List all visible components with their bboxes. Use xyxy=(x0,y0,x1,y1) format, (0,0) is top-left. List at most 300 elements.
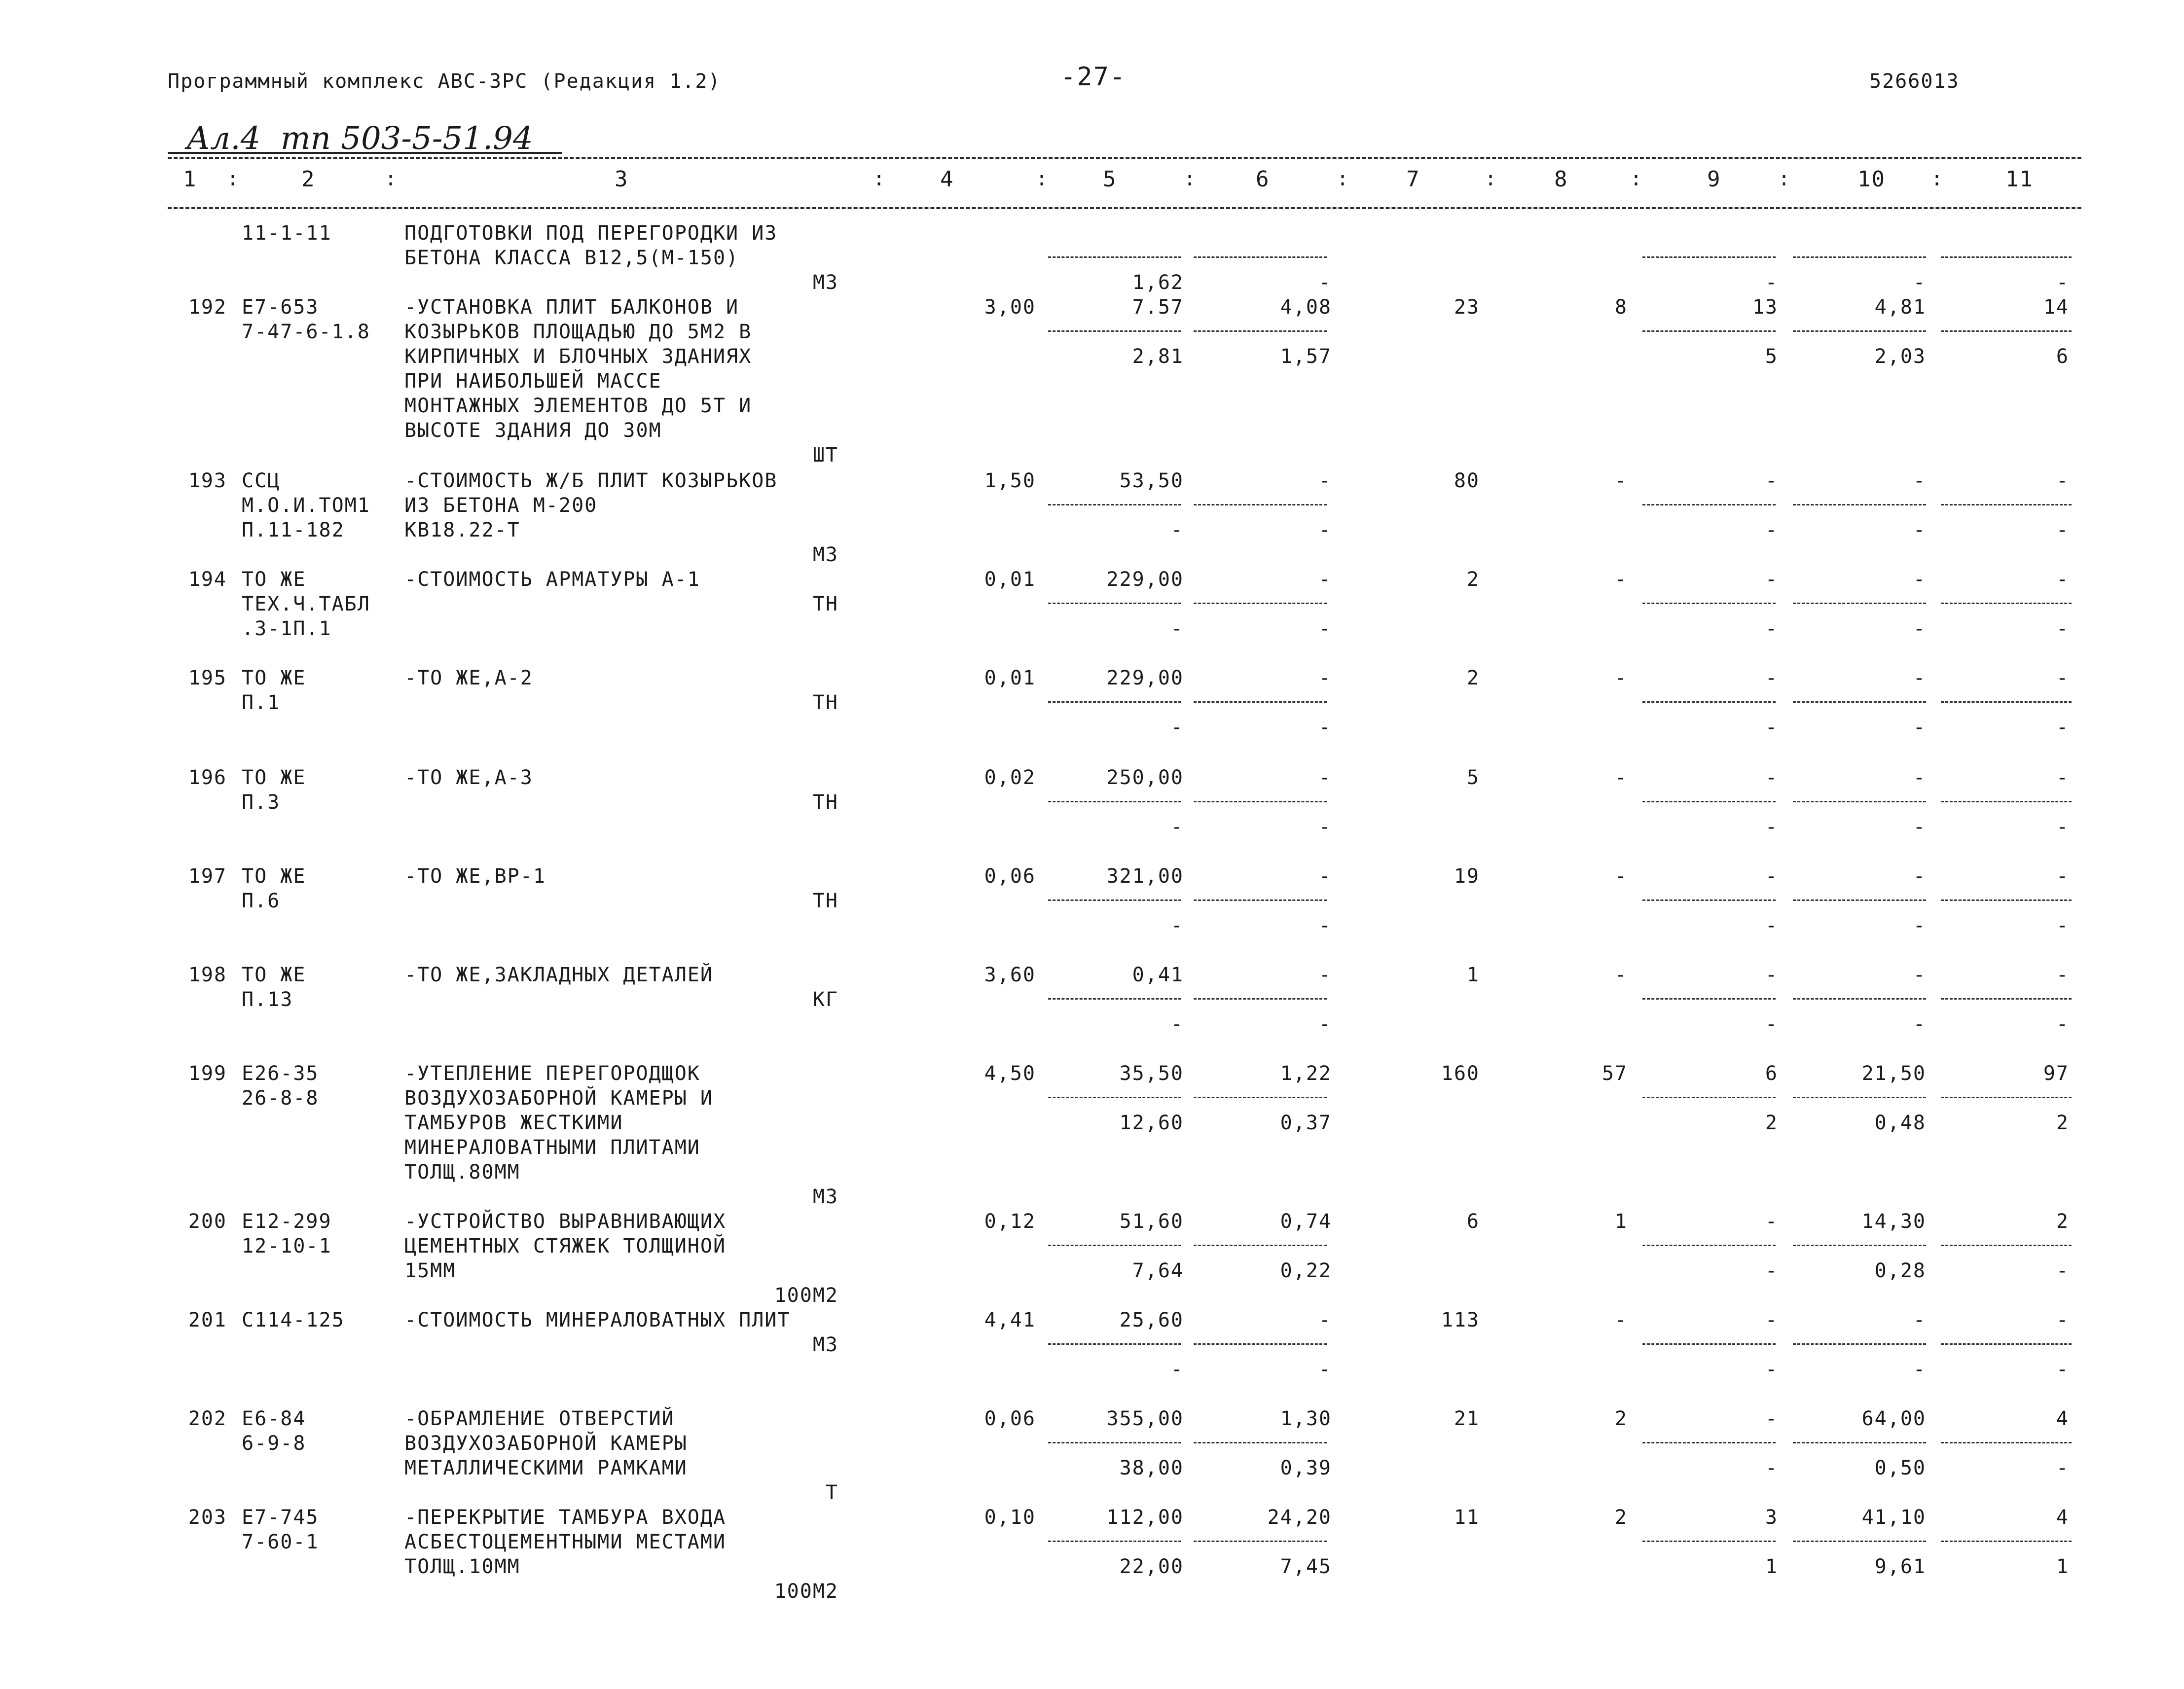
fraction-rule xyxy=(1048,1097,1181,1098)
cell-c5-bottom: 2,81 xyxy=(1132,345,1184,368)
cell-col8: 57 xyxy=(1602,1062,1628,1085)
row-description: ТАМБУРОВ ЖЕСТКИМИ xyxy=(404,1112,623,1134)
cell-c11-top: 2 xyxy=(2056,1210,2069,1233)
row-unit: ТН xyxy=(812,791,838,814)
cell-c6-bottom: 0,37 xyxy=(1280,1112,1332,1134)
fraction-rule xyxy=(1048,998,1181,1000)
row-code: ТО ЖЕ xyxy=(242,766,306,789)
cell-c11-top: - xyxy=(2056,1309,2069,1331)
row-description: -СТОИМОСТЬ АРМАТУРЫ А-1 xyxy=(404,568,700,591)
cell-c11-bottom: 2 xyxy=(2056,1112,2069,1134)
cell-col4: 0,01 xyxy=(984,667,1036,689)
row-code: ТЕХ.Ч.ТАБЛ xyxy=(242,593,370,615)
row-code: ССЦ xyxy=(242,469,281,492)
row-unit: ТН xyxy=(812,691,838,714)
fraction-rule xyxy=(1194,1541,1327,1542)
fraction-rule xyxy=(1793,998,1926,1000)
cell-c10-bottom: 9,61 xyxy=(1874,1555,1926,1578)
cell-c5-bottom: 38,00 xyxy=(1119,1457,1184,1479)
column-number: 10 xyxy=(1857,167,1886,192)
cell-c11-bottom: - xyxy=(2056,716,2069,739)
cell-c10-bottom: 0,28 xyxy=(1874,1259,1926,1282)
row-number: 202 xyxy=(188,1407,227,1430)
cell-c9-bottom: 2 xyxy=(1765,1112,1778,1134)
fraction-rule xyxy=(1194,330,1327,332)
row-description: ПОДГОТОВКИ ПОД ПЕРЕГОРОДКИ ИЗ xyxy=(404,222,778,245)
cell-c10-top: 14,30 xyxy=(1861,1210,1926,1233)
cell-c10-top: - xyxy=(1913,766,1926,789)
cell-c11-bottom: - xyxy=(2056,1358,2069,1381)
column-number: 9 xyxy=(1707,167,1721,192)
document-code: 5266013 xyxy=(1869,70,1960,93)
fraction-rule xyxy=(1194,1097,1327,1098)
cell-c9-top: 13 xyxy=(1752,296,1778,319)
fraction-rule xyxy=(1194,256,1327,258)
cell-col7: 80 xyxy=(1454,469,1480,492)
cell-c11-top: 14 xyxy=(2043,296,2069,319)
row-code: С114-125 xyxy=(242,1309,345,1331)
cell-c9-top: 6 xyxy=(1765,1062,1778,1085)
fraction-rule xyxy=(1194,1245,1327,1246)
cell-col7: 23 xyxy=(1454,296,1480,319)
fraction-rule xyxy=(1048,504,1181,505)
cell-c10-bottom: - xyxy=(1913,716,1926,739)
cell-c5-top: 0,41 xyxy=(1132,964,1184,986)
row-code: П.13 xyxy=(242,988,293,1011)
cell-col8: 8 xyxy=(1614,296,1628,319)
fraction-rule xyxy=(1941,801,2072,802)
cell-c6-top: 4,08 xyxy=(1280,296,1332,319)
cell-c5-top: 321,00 xyxy=(1106,865,1184,888)
column-separator: : xyxy=(1630,168,1642,190)
cell-c5-bottom: - xyxy=(1170,617,1184,640)
cell-c11-top: 97 xyxy=(2043,1062,2069,1085)
cell-c9-bottom: - xyxy=(1765,519,1778,541)
cell-c5-bottom: - xyxy=(1170,519,1184,541)
cell-c5-top: 229,00 xyxy=(1106,568,1184,591)
cell-c11-top: - xyxy=(2056,469,2069,492)
row-description: ТОЛЩ.10ММ xyxy=(404,1555,520,1578)
cell-c5-top: 250,00 xyxy=(1106,766,1184,789)
cell-c10-bottom: 0,48 xyxy=(1874,1112,1926,1134)
cell-c6-top: - xyxy=(1318,964,1332,986)
column-number: 6 xyxy=(1256,167,1270,192)
cell-c6-top: - xyxy=(1318,469,1332,492)
row-code: Е26-35 xyxy=(242,1062,319,1085)
row-number: 192 xyxy=(188,296,227,319)
cell-c6-top: 0,74 xyxy=(1280,1210,1332,1233)
column-number: 2 xyxy=(301,167,316,192)
row-description: 15ММ xyxy=(404,1259,456,1282)
row-description: КИРПИЧНЫХ И БЛОЧНЫХ ЗДАНИЯХ xyxy=(404,345,752,368)
fraction-rule xyxy=(1642,1442,1776,1443)
fraction-rule xyxy=(1941,1541,2072,1542)
row-unit: КГ xyxy=(812,988,838,1011)
row-unit: 100М2 xyxy=(774,1580,838,1603)
fraction-rule xyxy=(1793,1245,1926,1246)
column-separator: : xyxy=(1778,168,1790,190)
fraction-rule xyxy=(1941,330,2072,332)
column-number: 7 xyxy=(1406,167,1420,192)
cell-c5-bottom: 22,00 xyxy=(1119,1555,1184,1578)
cell-col4: 0,06 xyxy=(984,865,1036,888)
column-number: 4 xyxy=(940,167,954,192)
row-unit: М3 xyxy=(812,543,838,566)
row-description: ИЗ БЕТОНА М-200 xyxy=(404,494,598,517)
row-description: -СТОИМОСТЬ МИНЕРАЛОВАТНЫХ ПЛИТ xyxy=(404,1309,791,1331)
cell-c11-top: - xyxy=(2056,964,2069,986)
fraction-rule xyxy=(1642,1245,1776,1246)
cell-col8: - xyxy=(1614,667,1628,689)
cell-c11-top: 4 xyxy=(2056,1407,2069,1430)
cell-c10-bottom: 2,03 xyxy=(1874,345,1926,368)
cell-c10-bottom: - xyxy=(1913,271,1926,294)
cell-c5-top: 25,60 xyxy=(1119,1309,1184,1331)
cell-c6-bottom: 7,45 xyxy=(1280,1555,1332,1578)
fraction-rule xyxy=(1642,899,1776,901)
row-code: Е6-84 xyxy=(242,1407,306,1430)
cell-c11-bottom: - xyxy=(2056,1457,2069,1479)
fraction-rule xyxy=(1048,701,1181,703)
cell-col4: 0,02 xyxy=(984,766,1036,789)
cell-c5-top: 112,00 xyxy=(1106,1506,1184,1529)
row-unit: М3 xyxy=(812,1333,838,1356)
row-code: П.1 xyxy=(242,691,281,714)
row-description: ТОЛЩ.80ММ xyxy=(404,1161,520,1184)
row-description: -ОБРАМЛЕНИЕ ОТВЕРСТИЙ xyxy=(404,1407,675,1430)
page-number: -27- xyxy=(1060,62,1127,92)
cell-col7: 1 xyxy=(1466,964,1480,986)
fraction-rule xyxy=(1793,1442,1926,1443)
cell-c5-bottom: - xyxy=(1170,816,1184,838)
fraction-rule xyxy=(1194,998,1327,1000)
cell-c6-bottom: 1,57 xyxy=(1280,345,1332,368)
fraction-rule xyxy=(1048,1442,1181,1443)
fraction-rule xyxy=(1048,603,1181,604)
row-number: 196 xyxy=(188,766,227,789)
fraction-rule xyxy=(1048,1343,1181,1345)
cell-col7: 2 xyxy=(1466,568,1480,591)
cell-c11-top: 4 xyxy=(2056,1506,2069,1529)
cell-c9-top: - xyxy=(1765,1309,1778,1331)
cell-c9-top: - xyxy=(1765,667,1778,689)
cell-c6-bottom: - xyxy=(1318,1358,1332,1381)
row-code: 26-8-8 xyxy=(242,1087,319,1110)
row-number: 203 xyxy=(188,1506,227,1529)
sheet-note-underline xyxy=(168,152,562,154)
cell-c9-top: - xyxy=(1765,568,1778,591)
cell-c6-top: 24,20 xyxy=(1267,1506,1332,1529)
row-description: -ПЕРЕКРЫТИЕ ТАМБУРА ВХОДА xyxy=(404,1506,727,1529)
cell-c9-top: - xyxy=(1765,964,1778,986)
row-description: МИНЕРАЛОВАТНЫМИ ПЛИТАМИ xyxy=(404,1136,700,1159)
cell-c5-bottom: 7,64 xyxy=(1132,1259,1184,1282)
cell-col8: - xyxy=(1614,964,1628,986)
fraction-rule xyxy=(1793,1343,1926,1345)
row-code: 7-60-1 xyxy=(242,1531,319,1553)
cell-c5-bottom: - xyxy=(1170,1013,1184,1036)
cell-c10-bottom: - xyxy=(1913,1013,1926,1036)
cell-c6-top: - xyxy=(1318,667,1332,689)
row-code: .3-1П.1 xyxy=(242,617,332,640)
cell-c9-bottom: - xyxy=(1765,816,1778,838)
cell-c11-bottom: - xyxy=(2056,816,2069,838)
cell-col4: 0,10 xyxy=(984,1506,1036,1529)
cell-c9-top: - xyxy=(1765,865,1778,888)
row-unit: ТН xyxy=(812,593,838,615)
cell-c6-bottom: - xyxy=(1318,617,1332,640)
column-number: 1 xyxy=(183,167,197,192)
cell-c6-top: - xyxy=(1318,568,1332,591)
cell-col4: 0,12 xyxy=(984,1210,1036,1233)
column-number: 11 xyxy=(2005,167,2034,192)
cell-col7: 160 xyxy=(1441,1062,1480,1085)
row-code: П.11-182 xyxy=(242,519,345,541)
cell-c10-top: - xyxy=(1913,1309,1926,1331)
cell-c6-top: - xyxy=(1318,865,1332,888)
fraction-rule xyxy=(1194,1343,1327,1345)
cell-col8: 2 xyxy=(1614,1407,1628,1430)
table-top-rule xyxy=(168,157,2081,159)
fraction-rule xyxy=(1048,1245,1181,1246)
cell-c6-top: - xyxy=(1318,1309,1332,1331)
cell-c10-top: - xyxy=(1913,667,1926,689)
cell-c10-top: 4,81 xyxy=(1874,296,1926,319)
cell-c10-bottom: - xyxy=(1913,1358,1926,1381)
cell-c10-bottom: - xyxy=(1913,816,1926,838)
fraction-rule xyxy=(1941,701,2072,703)
column-separator: : xyxy=(385,168,397,190)
fraction-rule xyxy=(1793,899,1926,901)
fraction-rule xyxy=(1642,801,1776,802)
fraction-rule xyxy=(1194,504,1327,505)
cell-c5-bottom: - xyxy=(1170,1358,1184,1381)
row-code: П.3 xyxy=(242,791,281,814)
row-code: 7-47-6-1.8 xyxy=(242,321,370,343)
cell-c6-bottom: 0,22 xyxy=(1280,1259,1332,1282)
cell-c10-bottom: - xyxy=(1913,519,1926,541)
cell-c11-top: - xyxy=(2056,865,2069,888)
cell-c9-bottom: - xyxy=(1765,1013,1778,1036)
cell-col4: 1,50 xyxy=(984,469,1036,492)
row-unit: М3 xyxy=(812,1186,838,1208)
column-number: 5 xyxy=(1103,167,1117,192)
fraction-rule xyxy=(1793,701,1926,703)
row-description: -ТО ЖЕ,А-2 xyxy=(404,667,533,689)
cell-c10-bottom: - xyxy=(1913,914,1926,937)
column-separator: : xyxy=(1337,168,1349,190)
fraction-rule xyxy=(1642,603,1776,604)
fraction-rule xyxy=(1941,1245,2072,1246)
cell-c10-top: 41,10 xyxy=(1861,1506,1926,1529)
cell-col7: 11 xyxy=(1454,1506,1480,1529)
row-description: МЕТАЛЛИЧЕСКИМИ РАМКАМИ xyxy=(404,1457,688,1479)
fraction-rule xyxy=(1793,603,1926,604)
cell-c10-top: - xyxy=(1913,469,1926,492)
column-separator: : xyxy=(227,168,239,190)
row-description: АСБЕСТОЦЕМЕНТНЫМИ МЕСТАМИ xyxy=(404,1531,727,1553)
row-code: 6-9-8 xyxy=(242,1432,306,1455)
fraction-rule xyxy=(1194,1442,1327,1443)
fraction-rule xyxy=(1048,899,1181,901)
fraction-rule xyxy=(1642,504,1776,505)
fraction-rule xyxy=(1941,256,2072,258)
row-description: ПРИ НАИБОЛЬШЕЙ МАССЕ xyxy=(404,370,662,393)
row-description: КОЗЫРЬКОВ ПЛОЩАДЬЮ ДО 5М2 В xyxy=(404,321,752,343)
cell-c5-top: 229,00 xyxy=(1106,667,1184,689)
row-number: 200 xyxy=(188,1210,227,1233)
column-separator: : xyxy=(1184,168,1196,190)
fraction-rule xyxy=(1941,899,2072,901)
row-number: 199 xyxy=(188,1062,227,1085)
column-separator: : xyxy=(873,168,885,190)
row-number: 193 xyxy=(188,469,227,492)
cell-c9-top: - xyxy=(1765,1407,1778,1430)
row-description: КВ18.22-Т xyxy=(404,519,520,541)
fraction-rule xyxy=(1642,701,1776,703)
row-code: М.О.И.ТОМ1 xyxy=(242,494,370,517)
cell-c11-top: - xyxy=(2056,568,2069,591)
cell-c5-bottom: 12,60 xyxy=(1119,1112,1184,1134)
fraction-rule xyxy=(1048,330,1181,332)
cell-c9-bottom: - xyxy=(1765,716,1778,739)
cell-c5-bottom: - xyxy=(1170,914,1184,937)
cell-c6-bottom: 0,39 xyxy=(1280,1457,1332,1479)
row-description: БЕТОНА КЛАССА В12,5(М-150) xyxy=(404,247,739,269)
fraction-rule xyxy=(1194,603,1327,604)
row-code: ТО ЖЕ xyxy=(242,865,306,888)
cell-c11-bottom: - xyxy=(2056,271,2069,294)
fraction-rule xyxy=(1941,998,2072,1000)
cell-c9-bottom: 5 xyxy=(1765,345,1778,368)
row-unit: ТН xyxy=(812,890,838,912)
fraction-rule xyxy=(1194,899,1327,901)
row-code: 11-1-11 xyxy=(242,222,332,245)
cell-c5-top: 7.57 xyxy=(1132,296,1184,319)
cell-c9-bottom: 1 xyxy=(1765,1555,1778,1578)
cell-c9-bottom: - xyxy=(1765,1358,1778,1381)
fraction-rule xyxy=(1642,1541,1776,1542)
cell-col7: 21 xyxy=(1454,1407,1480,1430)
fraction-rule xyxy=(1642,1097,1776,1098)
row-code: ТО ЖЕ xyxy=(242,964,306,986)
row-code: 12-10-1 xyxy=(242,1235,332,1258)
fraction-rule xyxy=(1048,801,1181,802)
cell-c9-bottom: - xyxy=(1765,914,1778,937)
cell-col8: - xyxy=(1614,469,1628,492)
cell-col7: 2 xyxy=(1466,667,1480,689)
cell-c5-top: 51,60 xyxy=(1119,1210,1184,1233)
table-header-rule xyxy=(168,207,2081,209)
cell-c6-bottom: - xyxy=(1318,1013,1332,1036)
cell-col7: 19 xyxy=(1454,865,1480,888)
row-description: -СТОИМОСТЬ Ж/Б ПЛИТ КОЗЫРЬКОВ xyxy=(404,469,778,492)
fraction-rule xyxy=(1642,998,1776,1000)
row-description: -УТЕПЛЕНИЕ ПЕРЕГОРОДЩОК xyxy=(404,1062,700,1085)
cell-c11-bottom: - xyxy=(2056,914,2069,937)
fraction-rule xyxy=(1793,1097,1926,1098)
cell-c9-top: - xyxy=(1765,766,1778,789)
cell-c10-top: 21,50 xyxy=(1861,1062,1926,1085)
cell-c10-top: - xyxy=(1913,568,1926,591)
fraction-rule xyxy=(1194,801,1327,802)
cell-col4: 4,50 xyxy=(984,1062,1036,1085)
cell-c11-bottom: - xyxy=(2056,519,2069,541)
row-description: -ТО ЖЕ,ЗАКЛАДНЫХ ДЕТАЛЕЙ xyxy=(404,964,713,986)
cell-c11-bottom: - xyxy=(2056,1013,2069,1036)
fraction-rule xyxy=(1194,701,1327,703)
cell-c10-top: 64,00 xyxy=(1861,1407,1926,1430)
row-number: 198 xyxy=(188,964,227,986)
fraction-rule xyxy=(1642,256,1776,258)
row-code: П.6 xyxy=(242,890,281,912)
row-unit: М3 xyxy=(812,271,838,294)
cell-c6-bottom: - xyxy=(1318,716,1332,739)
cell-c6-bottom: - xyxy=(1318,816,1332,838)
row-description: -УСТАНОВКА ПЛИТ БАЛКОНОВ И xyxy=(404,296,739,319)
cell-c11-bottom: - xyxy=(2056,617,2069,640)
cell-col7: 5 xyxy=(1466,766,1480,789)
column-separator: : xyxy=(1036,168,1048,190)
cell-c11-top: - xyxy=(2056,667,2069,689)
row-code: Е12-299 xyxy=(242,1210,332,1233)
fraction-rule xyxy=(1048,256,1181,258)
cell-col8: - xyxy=(1614,865,1628,888)
row-code: Е7-653 xyxy=(242,296,319,319)
row-unit: 100М2 xyxy=(774,1284,838,1307)
row-unit: ШТ xyxy=(812,444,838,467)
row-number: 195 xyxy=(188,667,227,689)
cell-c11-bottom: 1 xyxy=(2056,1555,2069,1578)
cell-col4: 3,00 xyxy=(984,296,1036,319)
row-code: ТО ЖЕ xyxy=(242,667,306,689)
row-description: -ТО ЖЕ,ВР-1 xyxy=(404,865,546,888)
cell-c10-bottom: 0,50 xyxy=(1874,1457,1926,1479)
fraction-rule xyxy=(1642,1343,1776,1345)
row-number: 201 xyxy=(188,1309,227,1331)
row-description: МОНТАЖНЫХ ЭЛЕМЕНТОВ ДО 5Т И xyxy=(404,395,752,417)
cell-c9-top: - xyxy=(1765,1210,1778,1233)
row-description: ВОЗДУХОЗАБОРНОЙ КАМЕРЫ xyxy=(404,1432,688,1455)
cell-c9-top: - xyxy=(1765,469,1778,492)
cell-col7: 113 xyxy=(1441,1309,1480,1331)
cell-col4: 0,06 xyxy=(984,1407,1036,1430)
fraction-rule xyxy=(1793,801,1926,802)
fraction-rule xyxy=(1793,256,1926,258)
cell-c5-top: 35,50 xyxy=(1119,1062,1184,1085)
column-number: 8 xyxy=(1554,167,1568,192)
cell-c6-bottom: - xyxy=(1318,271,1332,294)
cell-col8: 1 xyxy=(1614,1210,1628,1233)
cell-c10-top: - xyxy=(1913,865,1926,888)
row-description: ЦЕМЕНТНЫХ СТЯЖЕК ТОЛЩИНОЙ xyxy=(404,1235,727,1258)
cell-c5-top: 355,00 xyxy=(1106,1407,1184,1430)
cell-col4: 4,41 xyxy=(984,1309,1036,1331)
row-description: ВОЗДУХОЗАБОРНОЙ КАМЕРЫ И xyxy=(404,1087,713,1110)
program-title: Программный комплекс АВС-3РС (Редакция 1.2) xyxy=(168,70,721,93)
cell-c9-top: 3 xyxy=(1765,1506,1778,1529)
cell-c9-bottom: - xyxy=(1765,1457,1778,1479)
fraction-rule xyxy=(1048,1541,1181,1542)
column-separator: : xyxy=(1485,168,1497,190)
cell-c6-bottom: - xyxy=(1318,519,1332,541)
cell-c11-bottom: - xyxy=(2056,1259,2069,1282)
fraction-rule xyxy=(1642,330,1776,332)
cell-c10-top: - xyxy=(1913,964,1926,986)
cell-c9-bottom: - xyxy=(1765,617,1778,640)
row-description: ВЫСОТЕ ЗДАНИЯ ДО 30М xyxy=(404,419,662,442)
fraction-rule xyxy=(1941,504,2072,505)
